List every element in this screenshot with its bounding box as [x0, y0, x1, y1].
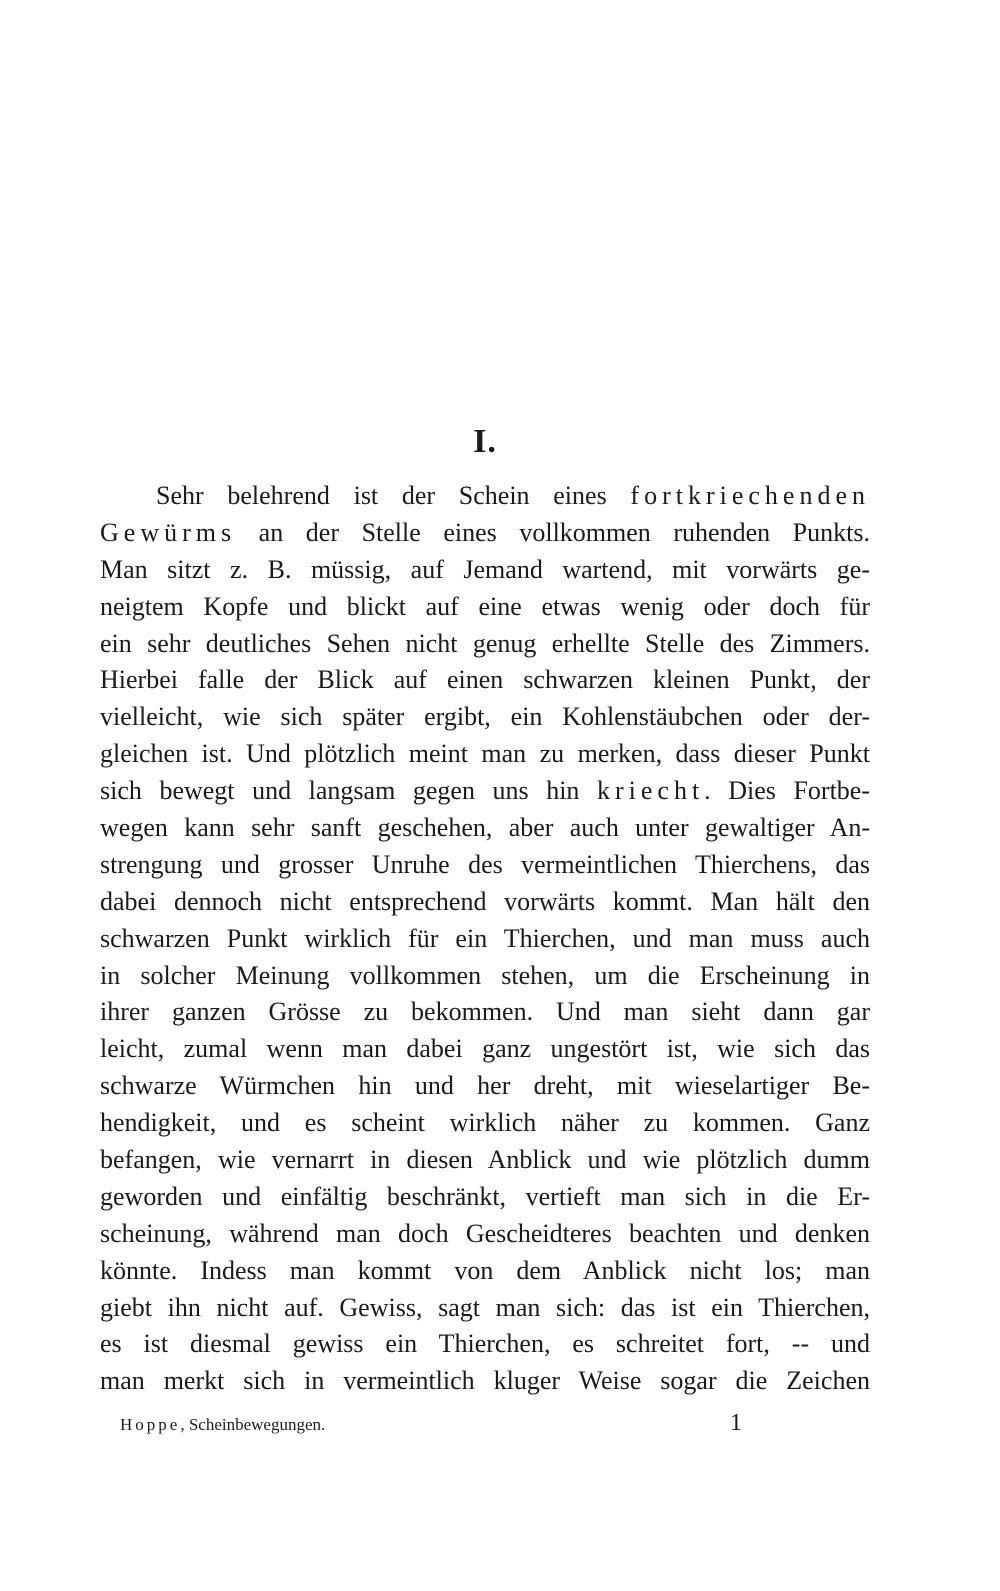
body-text [100, 478, 870, 1400]
text-line: schwarzen Punkt wirklich für ein Thierchen, und man muss auch [100, 923, 870, 953]
text-line: geworden und einfältig beschränkt, vertieft man sich in die Er- [100, 1181, 870, 1211]
text-line: strengung und grosser Unruhe des vermeintlichen Thierchens, das [100, 849, 870, 879]
text-line: leicht, zumal wenn man dabei ganz ungestört ist, wie sich das [100, 1034, 870, 1064]
text-line: dabei dennoch nicht entsprechend vorwärts kommt. Man hält den [100, 886, 870, 916]
text-line: hendigkeit, und es scheint wirklich näher zu kommen. Ganz [100, 1108, 870, 1138]
text-line [100, 773, 870, 810]
text-line: ihrer ganzen Grösse zu bekommen. Und man sieht dann gar [100, 997, 870, 1027]
text-segment: . Dies Fortbe- [704, 776, 870, 806]
text-line: schwarze Würmchen hin und her dreht, mit wieselartiger Be- [100, 1071, 870, 1101]
emphasized-text: Gewürms [100, 517, 237, 547]
chapter-heading: I. [473, 423, 497, 460]
text-line: Hierbei falle der Blick auf einen schwarzen kleinen Punkt, der [100, 665, 870, 695]
text-line: könnte. Indess man kommt von dem Anblick nicht los; man [100, 1255, 870, 1285]
text-line [100, 515, 870, 552]
text-line: ein sehr deutliches Sehen nicht genug erhellte Stelle des Zimmers. [100, 628, 870, 658]
text-line: gleichen ist. Und plötzlich meint man zu merken, dass dieser Punkt [100, 739, 870, 769]
text-line [100, 478, 870, 515]
text-segment: sich bewegt und langsam gegen uns hin [100, 776, 597, 806]
text-line: neigtem Kopfe und blickt auf eine etwas wenig oder doch für [100, 591, 870, 621]
text-segment: Sehr belehrend ist der Schein eines [156, 481, 631, 510]
footer-title: , Scheinbewegungen. [180, 1415, 326, 1434]
text-line: giebt ihn nicht auf. Gewiss, sagt man sich: das ist ein Thierchen, [100, 1292, 870, 1322]
text-line: befangen, wie vernarrt in diesen Anblick und wie plötzlich dumm [100, 1145, 870, 1175]
emphasized-text: fortkriechenden [630, 481, 870, 510]
emphasized-text: kriecht [596, 776, 705, 806]
text-line: in solcher Meinung vollkommen stehen, um die Erscheinung in [100, 960, 870, 990]
text-line: es ist diesmal gewiss ein Thierchen, es schreitet fort, -- und [100, 1329, 870, 1359]
text-line: vielleicht, wie sich später ergibt, ein Kohlenstäubchen oder der- [100, 702, 870, 732]
signature-number: 1 [730, 1410, 742, 1436]
text-line: scheinung, während man doch Gescheidteres beachten und denken [100, 1218, 870, 1248]
footer-signature [120, 1413, 325, 1437]
footer-author: Hoppe [120, 1415, 181, 1434]
text-line: Man sitzt z. B. müssig, auf Jemand wartend, mit vorwärts ge- [100, 554, 870, 584]
text-line: wegen kann sehr sanft geschehen, aber auch unter gewaltiger An- [100, 813, 870, 843]
text-line: man merkt sich in vermeintlich kluger Weise sogar die Zeichen [100, 1366, 870, 1396]
text-segment: an der Stelle eines vollkommen ruhenden Punkts. [236, 517, 870, 547]
